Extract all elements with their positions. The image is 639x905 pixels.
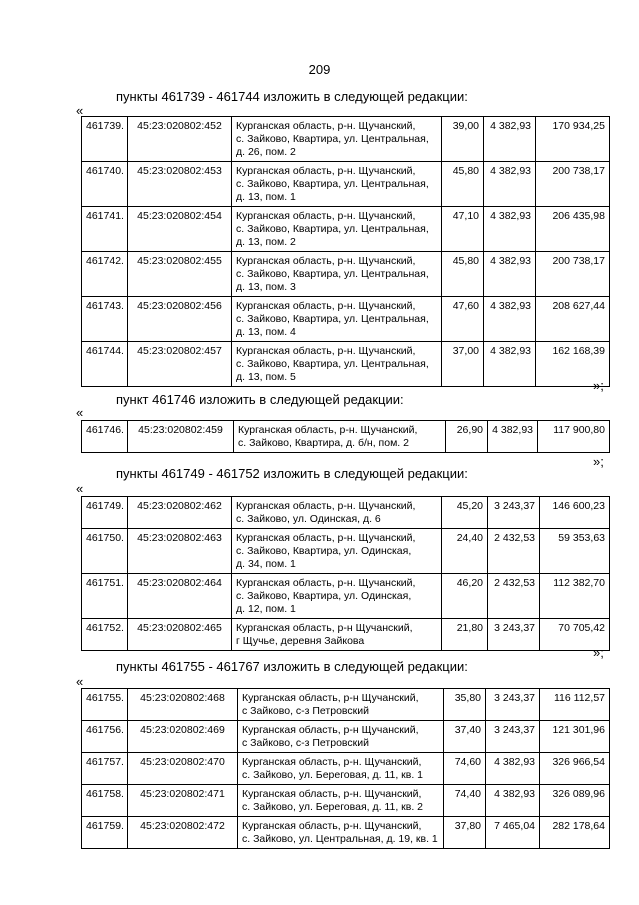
- address-line: д. 13, пом. 3: [236, 281, 296, 293]
- address-line: с. Зайково, ул. Одинская, д. 6: [236, 513, 381, 525]
- table-row: [82, 529, 610, 574]
- area-cell: 45,80: [442, 162, 484, 207]
- address-line: д. 13, пом. 2: [236, 236, 296, 248]
- area-cell: 37,00: [442, 342, 484, 387]
- area-cell: 24,40: [442, 529, 488, 574]
- item-number-cell: 461743.: [82, 297, 128, 342]
- address-line: Курганская область, р-н. Щучанский,: [238, 424, 418, 436]
- table-row: [82, 342, 610, 387]
- address-cell: [238, 817, 444, 849]
- address-line: Курганская область, р-н. Щучанский,: [236, 165, 416, 177]
- total-cell: 206 435,98: [536, 207, 610, 252]
- cadastral-number-cell: 45:23:020802:469: [128, 721, 238, 753]
- rate-cell: 4 382,93: [486, 785, 540, 817]
- address-cell: [232, 619, 442, 651]
- area-cell: 37,80: [444, 817, 486, 849]
- rate-cell: 4 382,93: [484, 297, 536, 342]
- item-number-cell: 461739.: [82, 117, 128, 162]
- address-line: Курганская область, р-н. Щучанский,: [236, 500, 416, 512]
- table-row: [82, 162, 610, 207]
- address-line: Курганская область, р-н. Щучанский,: [236, 120, 416, 132]
- area-cell: 74,60: [444, 753, 486, 785]
- cadastral-number-cell: 45:23:020802:453: [128, 162, 232, 207]
- address-line: с. Зайково, ул. Центральная, д. 19, кв. 1: [242, 833, 438, 845]
- address-cell: [232, 207, 442, 252]
- area-cell: 39,00: [442, 117, 484, 162]
- area-cell: 45,20: [442, 497, 488, 529]
- address-line: Курганская область, р-н Щучанский,: [236, 622, 413, 634]
- cadastral-number-cell: 45:23:020802:456: [128, 297, 232, 342]
- item-number-cell: 461752.: [82, 619, 128, 651]
- total-cell: 326 966,54: [540, 753, 610, 785]
- address-line: с. Зайково, Квартира, ул. Одинская,: [236, 590, 412, 602]
- rate-cell: 7 465,04: [486, 817, 540, 849]
- table-row: [82, 689, 610, 721]
- total-cell: 121 301,96: [540, 721, 610, 753]
- address-line: с. Зайково, Квартира, ул. Центральная,: [236, 268, 429, 280]
- property-table: [81, 420, 610, 453]
- address-line: Курганская область, р-н. Щучанский,: [242, 756, 422, 768]
- address-cell: [232, 497, 442, 529]
- address-line: д. 13, пом. 1: [236, 191, 296, 203]
- item-number-cell: 461759.: [82, 817, 128, 849]
- cadastral-number-cell: 45:23:020802:454: [128, 207, 232, 252]
- cadastral-number-cell: 45:23:020802:452: [128, 117, 232, 162]
- cadastral-number-cell: 45:23:020802:464: [128, 574, 232, 619]
- address-line: с. Зайково, Квартира, ул. Центральная,: [236, 358, 429, 370]
- item-number-cell: 461741.: [82, 207, 128, 252]
- table-row: [82, 721, 610, 753]
- area-cell: 26,90: [446, 421, 488, 453]
- table-row: [82, 753, 610, 785]
- cadastral-number-cell: 45:23:020802:455: [128, 252, 232, 297]
- address-line: д. 12, пом. 1: [236, 603, 296, 615]
- rate-cell: 4 382,93: [484, 117, 536, 162]
- area-cell: 37,40: [444, 721, 486, 753]
- address-line: Курганская область, р-н Щучанский,: [242, 692, 419, 704]
- area-cell: 45,80: [442, 252, 484, 297]
- address-line: Курганская область, р-н. Щучанский,: [236, 255, 416, 267]
- total-cell: 116 112,57: [540, 689, 610, 721]
- item-number-cell: 461756.: [82, 721, 128, 753]
- table-row: [82, 785, 610, 817]
- address-cell: [232, 342, 442, 387]
- address-line: Курганская область, р-н. Щучанский,: [242, 820, 422, 832]
- item-number-cell: 461755.: [82, 689, 128, 721]
- section-heading: пункты 461739 - 461744 изложить в следующей редакции:: [116, 89, 468, 104]
- address-line: с. Зайково, Квартира, ул. Центральная,: [236, 223, 429, 235]
- area-cell: 46,20: [442, 574, 488, 619]
- address-cell: [232, 162, 442, 207]
- rate-cell: 4 382,93: [488, 421, 538, 453]
- total-cell: 59 353,63: [540, 529, 610, 574]
- address-line: Курганская область, р-н. Щучанский,: [236, 577, 416, 589]
- total-cell: 200 738,17: [536, 162, 610, 207]
- table-row: [82, 117, 610, 162]
- rate-cell: 3 243,37: [488, 619, 540, 651]
- address-line: с. Зайково, Квартира, д. б/н, пом. 2: [238, 437, 409, 449]
- total-cell: 170 934,25: [536, 117, 610, 162]
- cadastral-number-cell: 45:23:020802:463: [128, 529, 232, 574]
- table-row: [82, 207, 610, 252]
- address-line: Курганская область, р-н. Щучанский,: [236, 210, 416, 222]
- cadastral-number-cell: 45:23:020802:468: [128, 689, 238, 721]
- quote-open: «: [76, 405, 84, 420]
- property-table: [81, 496, 610, 651]
- address-line: д. 26, пом. 2: [236, 146, 296, 158]
- address-line: с. Зайково, Квартира, ул. Центральная,: [236, 178, 429, 190]
- address-line: Курганская область, р-н. Щучанский,: [236, 532, 416, 544]
- quote-close: »;: [593, 645, 604, 660]
- total-cell: 208 627,44: [536, 297, 610, 342]
- area-cell: 47,60: [442, 297, 484, 342]
- quote-open: «: [76, 103, 84, 118]
- address-cell: [232, 252, 442, 297]
- page-number: 209: [308, 62, 331, 77]
- quote-open: «: [76, 674, 84, 689]
- cadastral-number-cell: 45:23:020802:457: [128, 342, 232, 387]
- item-number-cell: 461751.: [82, 574, 128, 619]
- rate-cell: 3 243,37: [486, 721, 540, 753]
- total-cell: 200 738,17: [536, 252, 610, 297]
- rate-cell: 4 382,93: [484, 207, 536, 252]
- address-cell: [238, 785, 444, 817]
- table-row: [82, 619, 610, 651]
- table-row: [82, 817, 610, 849]
- address-line: с. Зайково, ул. Береговая, д. 11, кв. 2: [242, 801, 424, 813]
- rate-cell: 3 243,37: [488, 497, 540, 529]
- quote-open: «: [76, 481, 84, 496]
- cadastral-number-cell: 45:23:020802:465: [128, 619, 232, 651]
- table-row: [82, 421, 610, 453]
- total-cell: 70 705,42: [540, 619, 610, 651]
- quote-close: »;: [593, 454, 604, 469]
- cadastral-number-cell: 45:23:020802:459: [128, 421, 234, 453]
- item-number-cell: 461750.: [82, 529, 128, 574]
- address-line: г Щучье, деревня Зайкова: [236, 635, 365, 647]
- address-line: с. Зайково, ул. Береговая, д. 11, кв. 1: [242, 769, 424, 781]
- cadastral-number-cell: 45:23:020802:462: [128, 497, 232, 529]
- section-heading: пункты 461755 - 461767 изложить в следующей редакции:: [116, 659, 468, 674]
- rate-cell: 3 243,37: [486, 689, 540, 721]
- address-line: д. 13, пом. 4: [236, 326, 296, 338]
- area-cell: 47,10: [442, 207, 484, 252]
- total-cell: 117 900,80: [538, 421, 610, 453]
- total-cell: 146 600,23: [540, 497, 610, 529]
- area-cell: 74,40: [444, 785, 486, 817]
- rate-cell: 2 432,53: [488, 574, 540, 619]
- total-cell: 326 089,96: [540, 785, 610, 817]
- address-cell: [232, 297, 442, 342]
- address-cell: [238, 721, 444, 753]
- item-number-cell: 461749.: [82, 497, 128, 529]
- item-number-cell: 461742.: [82, 252, 128, 297]
- property-table: [81, 688, 610, 849]
- total-cell: 282 178,64: [540, 817, 610, 849]
- address-line: с. Зайково, Квартира, ул. Центральная,: [236, 133, 429, 145]
- address-line: с. Зайково, Квартира, ул. Одинская,: [236, 545, 412, 557]
- address-cell: [238, 753, 444, 785]
- table-row: [82, 574, 610, 619]
- address-line: с. Зайково, Квартира, ул. Центральная,: [236, 313, 429, 325]
- quote-close: »;: [593, 378, 604, 393]
- address-line: Курганская область, р-н Щучанский,: [242, 724, 419, 736]
- rate-cell: 4 382,93: [484, 252, 536, 297]
- address-cell: [232, 529, 442, 574]
- item-number-cell: 461746.: [82, 421, 128, 453]
- address-line: Курганская область, р-н. Щучанский,: [242, 788, 422, 800]
- address-cell: [232, 574, 442, 619]
- table-row: [82, 297, 610, 342]
- area-cell: 21,80: [442, 619, 488, 651]
- address-line: Курганская область, р-н. Щучанский,: [236, 345, 416, 357]
- address-line: д. 34, пом. 1: [236, 558, 296, 570]
- area-cell: 35,80: [444, 689, 486, 721]
- total-cell: 112 382,70: [540, 574, 610, 619]
- cadastral-number-cell: 45:23:020802:471: [128, 785, 238, 817]
- item-number-cell: 461740.: [82, 162, 128, 207]
- address-line: с Зайково, с-з Петровский: [242, 737, 369, 749]
- address-cell: [238, 689, 444, 721]
- address-line: д. 13, пом. 5: [236, 371, 296, 383]
- item-number-cell: 461757.: [82, 753, 128, 785]
- section-heading: пункт 461746 изложить в следующей редакции:: [116, 392, 404, 407]
- rate-cell: 2 432,53: [488, 529, 540, 574]
- item-number-cell: 461744.: [82, 342, 128, 387]
- address-line: с Зайково, с-з Петровский: [242, 705, 369, 717]
- address-line: Курганская область, р-н. Щучанский,: [236, 300, 416, 312]
- cadastral-number-cell: 45:23:020802:470: [128, 753, 238, 785]
- address-cell: [234, 421, 446, 453]
- rate-cell: 4 382,93: [484, 342, 536, 387]
- cadastral-number-cell: 45:23:020802:472: [128, 817, 238, 849]
- property-table: [81, 116, 610, 387]
- section-heading: пункты 461749 - 461752 изложить в следующей редакции:: [116, 466, 468, 481]
- rate-cell: 4 382,93: [486, 753, 540, 785]
- rate-cell: 4 382,93: [484, 162, 536, 207]
- address-cell: [232, 117, 442, 162]
- table-row: [82, 252, 610, 297]
- table-row: [82, 497, 610, 529]
- total-cell: 162 168,39: [536, 342, 610, 387]
- item-number-cell: 461758.: [82, 785, 128, 817]
